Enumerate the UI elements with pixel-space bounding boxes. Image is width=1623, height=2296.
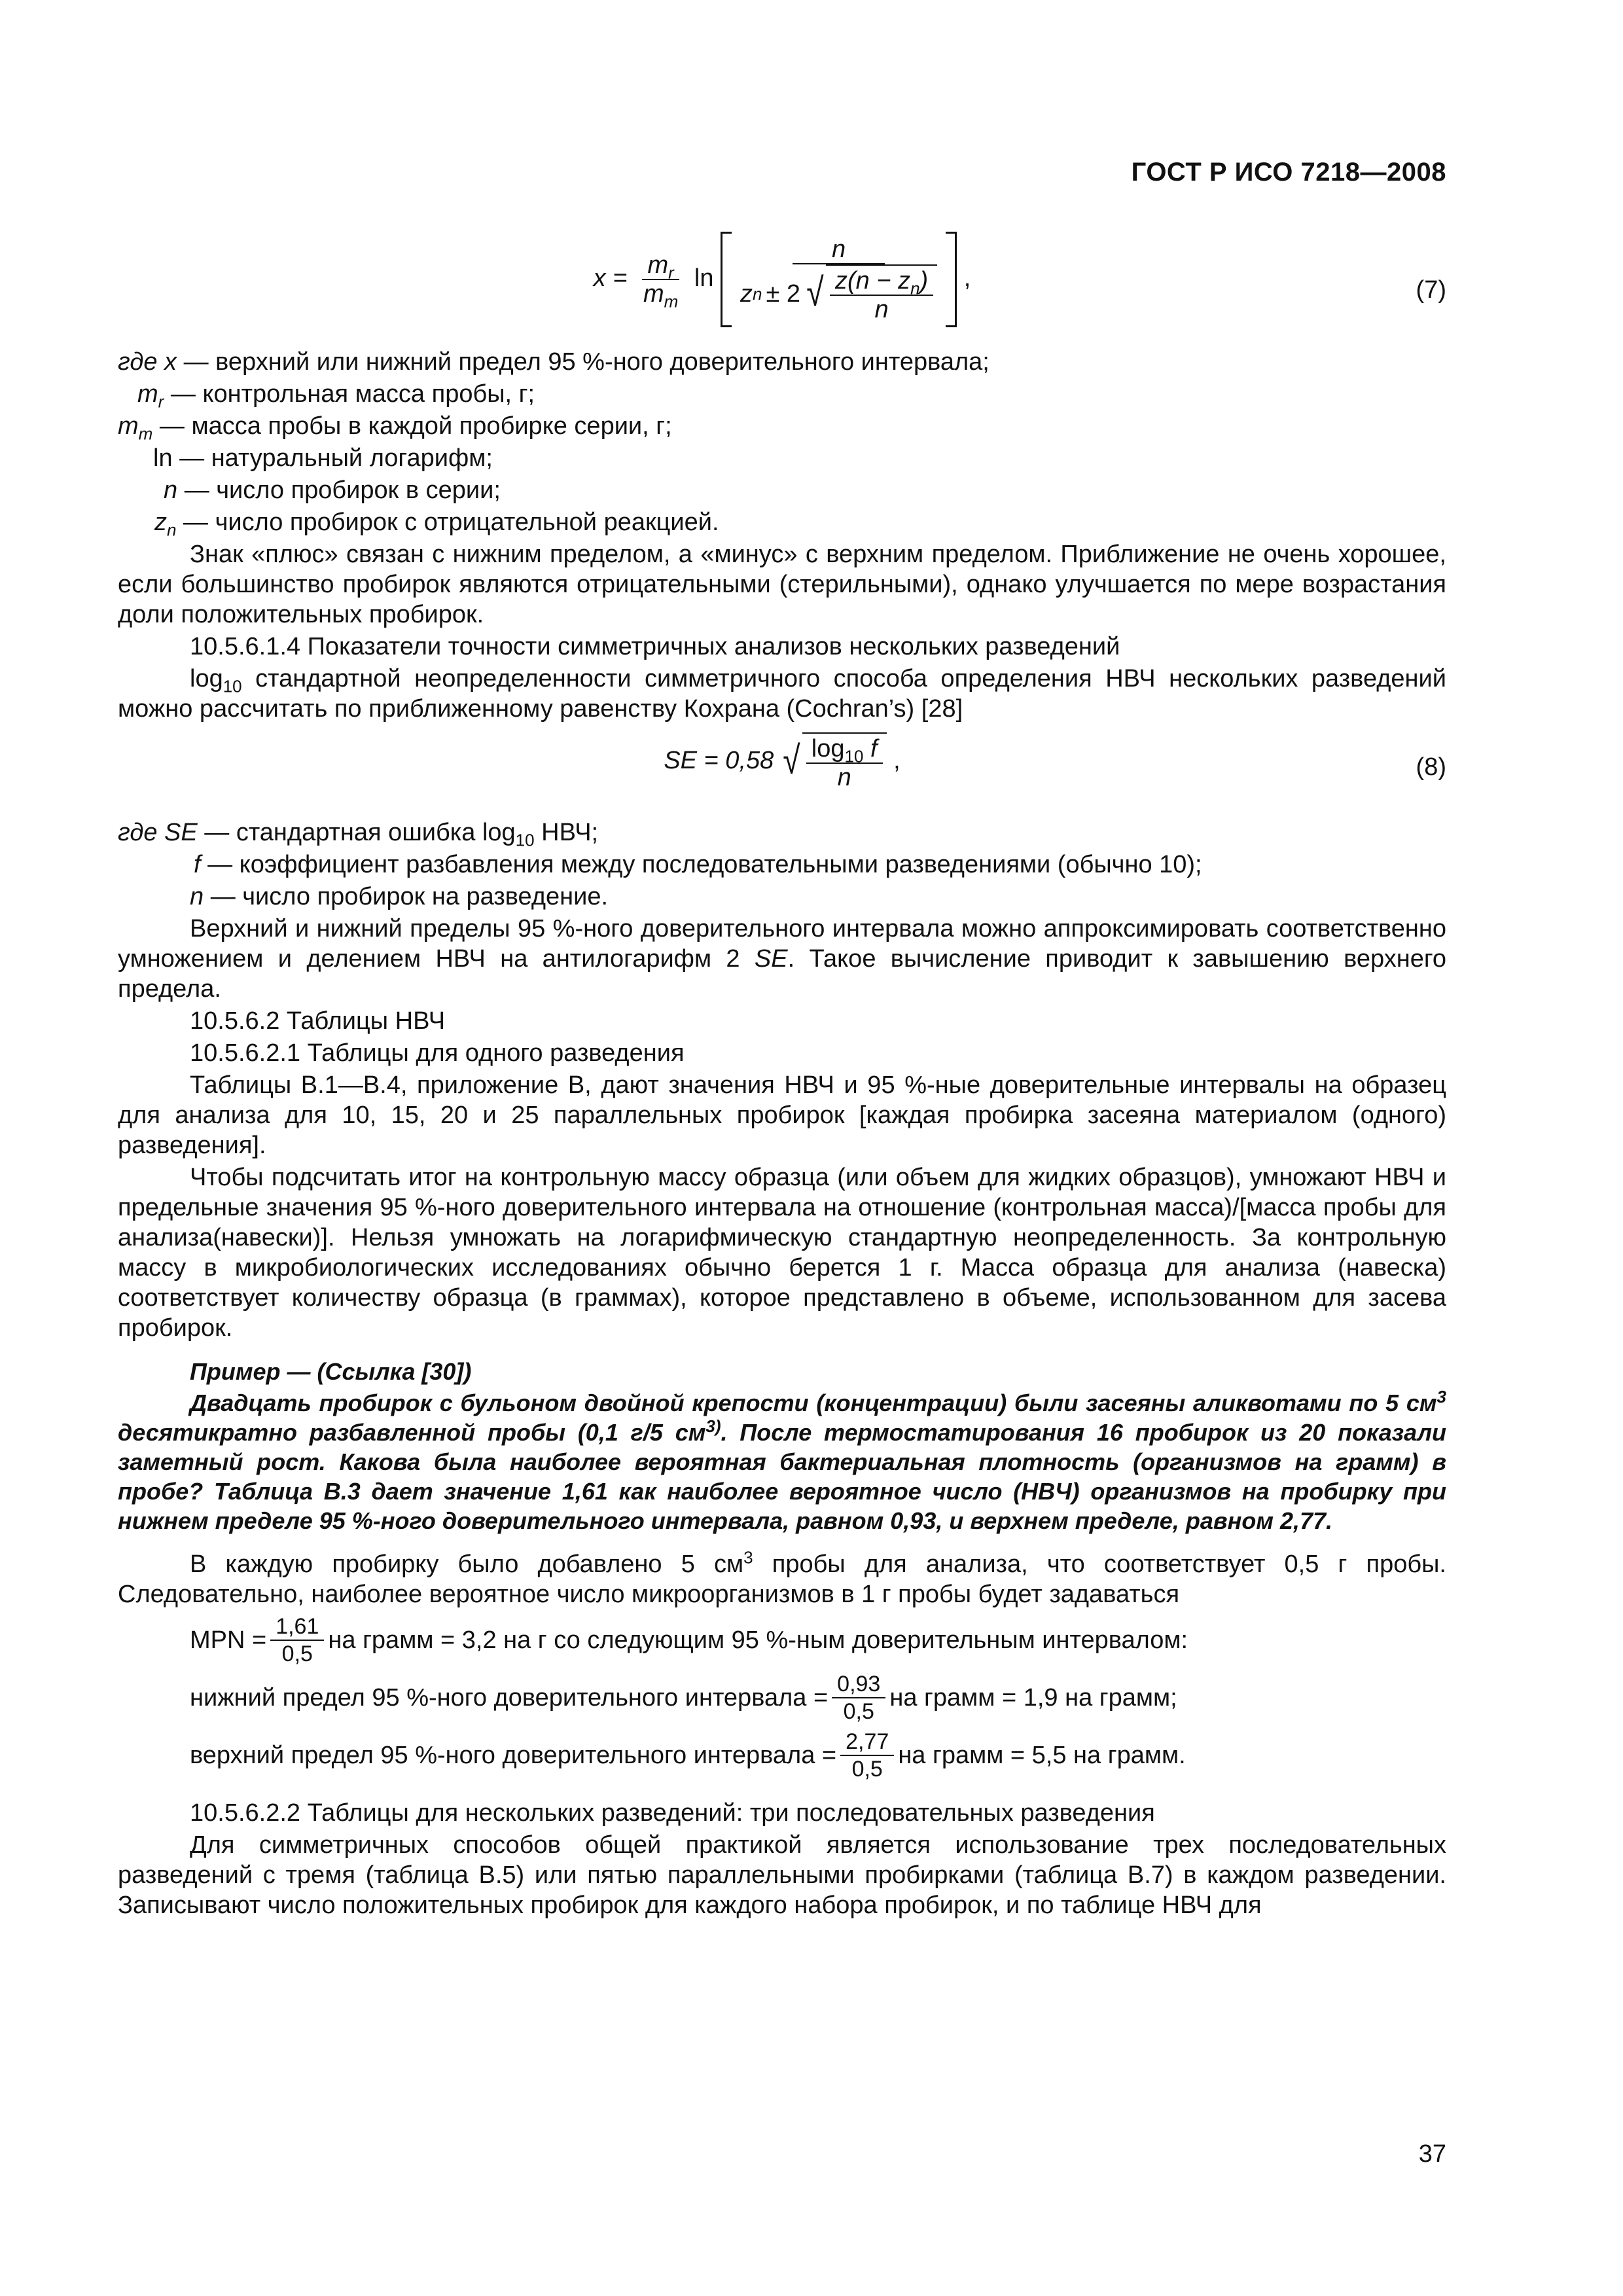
section-10-5-6-2-2: 10.5.6.2.2 Таблицы для нескольких разведений: три последовательных разведения	[190, 1799, 1155, 1827]
eq8-definitions	[118, 817, 1446, 912]
eq7-root-den: n	[874, 296, 889, 323]
def-f: f — коэффициент разбавления между последовательными разведениями (обычно 10);	[194, 851, 1202, 878]
def-ln: ln — натуральный логарифм;	[153, 444, 493, 472]
paragraph-each-tube: В каждую пробирку было добавлено 5 $см^3$ пробы для анализа, что соответствует 0,5 г пробы. Следовательно, наиболее вероятное число микроорганизмов в 1 г пробы будет задаваться	[118, 1547, 1446, 1608]
page-content	[118, 216, 1446, 1922]
eq8-lhs: SE = 0,58	[664, 747, 774, 775]
mpn-formula: MPN = $\frac{1,61}{0,5}$ на грамм = 3,2 на г со следующим 95 %-ным доверительным интервалом:	[190, 1614, 1188, 1666]
eq7-root-num-end: )	[919, 267, 929, 295]
equation-8	[118, 726, 1446, 817]
eq7-definitions	[118, 347, 1446, 540]
def-se: где SE — стандартная ошибка $\log_{10}$ НВЧ;	[118, 819, 599, 850]
def-mm: $m_m$ — масса пробы в каждой пробирке серии, г;	[118, 412, 672, 444]
eq7-tail: ,	[963, 264, 971, 293]
lower-limit-formula: нижний предел 95 %-ного доверительного интервала = $\frac{0,93}{0,5}$ на грамм = 1,9 на грамм;	[190, 1672, 1177, 1724]
upper-limit-formula: верхний предел 95 %-ного доверительного интервала = $\frac{2,77}{0,5}$ на грамм = 5,5 на грамм.	[190, 1729, 1186, 1782]
eq7-mass-ratio	[638, 251, 683, 312]
sqrt-icon: √	[783, 738, 800, 782]
equation-8-number: (8)	[1416, 753, 1446, 781]
eq7-inner-fraction: n z n ± 2 √ $\frac{z(n - z_n)}{n}$	[735, 236, 942, 323]
def-n8: n — число пробирок на разведение.	[190, 883, 609, 910]
page-number: 37	[1418, 2140, 1446, 2168]
paragraph-sign: Знак «плюс» связан с нижним пределом, а «минус» с верхним пределом. Приближение не очень хорошее, если большинство пробирок являются отрицательными (стерильными), однако улучшается по мере возрастания доли положительных пробирок.	[118, 541, 1446, 628]
paragraph-log: $\log_{10}$ стандартной неопределенности симметричного способа определения НВЧ нескольких разведений можно рассчитать по приближенному равенству Кохрана (Cochran’s) [28]	[118, 665, 1446, 723]
section-10-5-6-1-4: 10.5.6.1.4 Показатели точности симметричных анализов нескольких разведений	[190, 633, 1120, 660]
equation-8-body: SE = 0,58 √ $\frac{\log_{10} f}{n}$ ,	[118, 732, 1446, 791]
eq7-mr: m	[647, 251, 669, 279]
eq7-mr-sub: r	[668, 262, 674, 283]
def-x-text: — верхний или нижний предел 95 %-ного доверительного интервала;	[177, 348, 990, 376]
def-mr: $m_r$ — контрольная масса пробы, г;	[137, 380, 535, 412]
example-title: Пример — (Ссылка [30])	[190, 1358, 472, 1385]
eq7-root-num: z(n − z	[834, 267, 911, 295]
equation-7	[118, 216, 1446, 347]
section-10-5-6-2: 10.5.6.2 Таблицы НВЧ	[190, 1007, 446, 1035]
section-10-5-6-2-1: 10.5.6.2.1 Таблицы для одного разведения	[190, 1039, 685, 1067]
document-header: ГОСТ Р ИСО 7218—2008	[1131, 158, 1446, 187]
eq7-inner-n: n	[793, 236, 885, 264]
eq7-mm: m	[643, 280, 664, 308]
def-n: n — число пробирок в серии;	[164, 476, 501, 504]
eq7-sqrt	[804, 264, 937, 323]
def-zn: $z_n$ — число пробирок с отрицательной реакцией.	[154, 509, 719, 540]
eq7-bracket	[721, 236, 957, 323]
def-x	[118, 347, 1446, 377]
equation-7-number: (7)	[1416, 276, 1446, 304]
equation-7-body	[118, 236, 1446, 323]
paragraph-count: Чтобы подсчитать итог на контрольную массу образца (или объем для жидких образцов), умножают НВЧ и предельные значения 95 %-ного доверительного интервала на отношение (контрольная масса)/[масса пробы для анализа(навески)]. Нельзя умножать на логарифмическую стандартную неопределенность. За контрольную массу в микробиологических исследованиях обычно берется 1 г. Масса образца для анализа (навеска) соответствует количеству образца (в граммах), которое представлено в объеме, использованном для засева пробирок.	[118, 1164, 1446, 1342]
eq7-mm-sub: m	[664, 291, 679, 312]
paragraph-symmetric: Для симметричных способов общей практикой является использование трех последовательных разведений с тремя (таблица В.5) или пятью параллельными пробирками (таблица В.7) в каждом разведении. Записывают число положительных пробирок для каждого набора пробирок, и по таблице НВЧ для	[118, 1831, 1446, 1919]
paragraph-upper-lower: Верхний и нижний пределы 95 %-ного доверительного интервала можно аппроксимировать соответственно умножением и делением НВЧ на антилогарифм 2 SE. Такое вычисление приводит к завышению верхнего предела.	[118, 915, 1447, 1003]
sqrt-icon: √	[806, 270, 824, 314]
eq7-lhs: x =	[593, 264, 628, 293]
example-body: Двадцать пробирок с бульоном двойной крепости (концентрации) были засеяны аликвотами по 5 $см^3$ десятикратно разбавленной пробы (0,1 г/5 $см^{3)}$. После термостатирования 16 пробирок из 20 показали заметный рост. Какова была наиболее вероятная бактериальная плотность (организмов на грамм) в пробе? Таблица В.3 дает значение 1,61 как наиболее вероятное число (НВЧ) организмов на пробирку при нижнем пределе 95 %-ного доверительного интервала, равном 0,93, и верхнем пределе, равном 2,77.	[118, 1387, 1446, 1534]
eq7-zn: z	[740, 280, 753, 308]
paragraph-tables: Таблицы В.1—В.4, приложение В, дают значения НВЧ и 95 %-ные доверительные интервалы на образец для анализа для 10, 15, 20 и 25 параллельных пробирок [каждая пробирка засеяна материалом (одного) разведения].	[118, 1071, 1446, 1159]
def-x-sym: где x	[118, 348, 177, 376]
eq7-ln: ln	[694, 264, 714, 293]
eq7-root-num-sub: n	[910, 278, 920, 298]
eq7-pm2: ± 2	[766, 280, 801, 308]
eq8-sqrt: √ $\frac{\log_{10} f}{n}$	[781, 732, 887, 791]
